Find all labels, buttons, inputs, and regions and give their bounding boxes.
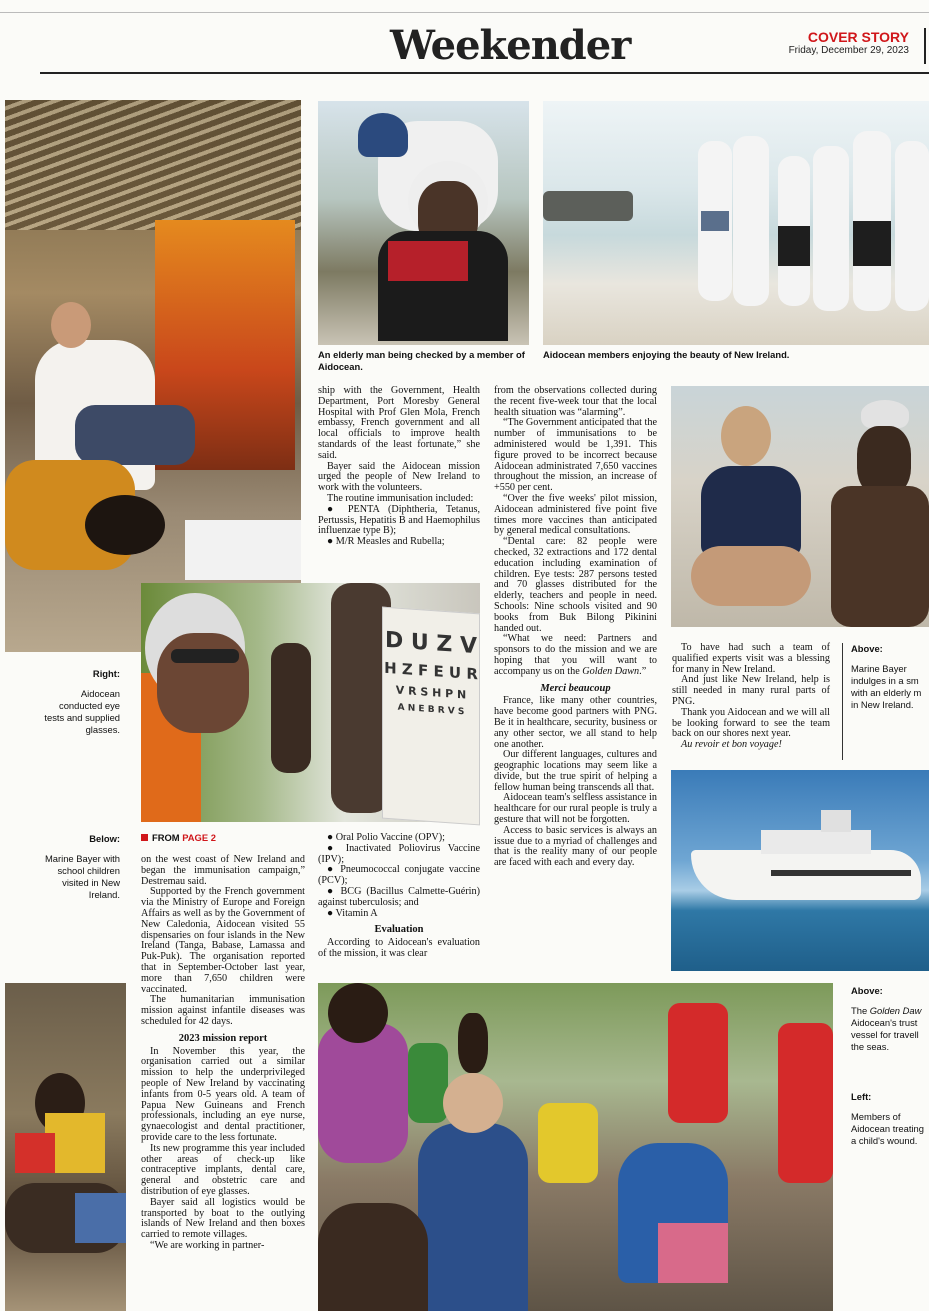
column-divider bbox=[842, 643, 843, 760]
sidebar-right bbox=[40, 668, 120, 736]
paragraph: Aidocean team's selfless assistance in healthcare for our rural people is truly a gesture that will not be forgotten. bbox=[494, 792, 657, 826]
paragraph: Access to basic services is always an issue due to a myriad of challenges and that is the reality many of our people are faced with each and every day. bbox=[494, 824, 657, 869]
paragraph: Bayer said the Aidocean mission urged the people of New Ireland to work with the volunteers. bbox=[318, 460, 480, 494]
paragraph: “We are working in partner- bbox=[150, 1239, 265, 1251]
caption-members-beach: Aidocean members enjoying the beauty of New Ireland. bbox=[543, 349, 790, 360]
article-column-1 bbox=[141, 855, 305, 1252]
sidebar-above-2-vessel: Golden Daw bbox=[869, 1005, 922, 1016]
sidebar-above-1-label: Above: bbox=[851, 643, 883, 654]
eye-chart-row: A N E B R V S bbox=[397, 702, 465, 718]
list-item: ● Pneumococcal conjugate vaccine (PCV); bbox=[318, 864, 480, 887]
list-item: ● PENTA (Diphtheria, Tetanus, Pertussis, Hepatitis B and Haemophilus influenzae type B); bbox=[318, 503, 480, 537]
paragraph: ship with the Government, Health Department, Port Moresby General Hospital with Prof Glen Mola, French embassy, French government and all local officials to improve health standards of the least fortunate,” she said. bbox=[318, 385, 480, 461]
paragraph: In November this year, the organisation carried out a similar mission to help the underprivileged people of New Ireland by vaccinating infants from 0-5 years old. A team of Papua New Guineans and French professionals, including an eye nurse, gynaecologist and dental practitioner, provide care to the less fortunate. bbox=[141, 1045, 305, 1143]
sidebar-above-1 bbox=[851, 643, 929, 711]
list-item: ● Vitamin A bbox=[327, 907, 378, 919]
paragraph: The humanitarian immunisation mission against infantile diseases was scheduled for 42 days. bbox=[141, 994, 305, 1027]
sidebar-above-2-label: Above: bbox=[851, 985, 883, 996]
paragraph: “Dental care: 82 people were checked, 32 extractions and 172 dental education including examination of children. Eye tests: 287 persons tested and 70 glasses distributed for the elderly, teachers and people in need. Schools: Nine schools visited and 90 books from Buk Bilong Pikinini handed out. bbox=[494, 536, 657, 634]
photo-treating-wound bbox=[318, 983, 833, 1311]
photo-school-children bbox=[5, 983, 126, 1311]
sidebar-below-label: Below: bbox=[89, 833, 120, 844]
article-column-2-bottom bbox=[318, 833, 480, 960]
photo-elderly-man bbox=[318, 101, 529, 345]
sidebar-above-2-text: The bbox=[851, 1005, 868, 1016]
eye-chart-row: H Z F E U R bbox=[384, 658, 478, 684]
from-page-marker[interactable] bbox=[141, 832, 216, 843]
paragraph: Its new programme this year included other areas of check-up like contraceptive implants, dental care, general and obstetric care and distribution of eye glasses. bbox=[141, 1142, 305, 1197]
article-column-4 bbox=[672, 643, 830, 751]
paragraph: France, like many other countries, have become good partners with PNG. Be it in healthcare, security, business or any other sector, we all stand to help one another. bbox=[494, 695, 657, 750]
paragraph: Thank you Aidocean and we will all be looking forward to see the team back on our shores next year. bbox=[672, 706, 830, 740]
sidebar-above-1-text: Marine Bayer indulges in a sm with an elderly m in New Ireland. bbox=[851, 663, 922, 710]
sidebar-right-label: Right: bbox=[92, 668, 120, 679]
paragraph: “The Government anticipated that the number of immunisations to be administered would be 1,391. This figure proved to be incorrect because Aidocean administrated 7,650 vaccines throughout the mission, an increase of +550 per cent. bbox=[494, 417, 657, 494]
list-item: ● BCG (Bacillus Calmette-Guérin) against tuberculosis; and bbox=[318, 885, 480, 908]
masthead: Weekender bbox=[390, 22, 631, 69]
photo-members-beach bbox=[543, 101, 929, 345]
article-column-2-top bbox=[318, 386, 480, 548]
caption-elderly-man: An elderly man being checked by a member of Aidocean. bbox=[318, 349, 525, 372]
photo-hut-checkup bbox=[5, 100, 301, 652]
subheading-evaluation: Evaluation bbox=[374, 924, 424, 936]
top-border bbox=[0, 12, 929, 13]
sidebar-left-label: Left: bbox=[851, 1091, 872, 1102]
section-label: COVER STORY bbox=[807, 29, 909, 45]
eye-chart bbox=[382, 607, 480, 826]
paragraph: According to Aidocean's evaluation of the mission, it was clear bbox=[318, 937, 480, 959]
from-page-link[interactable]: PAGE 2 bbox=[182, 832, 216, 843]
red-square-icon bbox=[141, 834, 148, 841]
from-label: FROM bbox=[152, 832, 180, 843]
subheading-mission-report: 2023 mission report bbox=[178, 1032, 268, 1044]
paragraph: “Over the five weeks' pilot mission, Aidocean administered five point five times more vaccines than anticipated by general medical consultations. bbox=[494, 492, 657, 537]
paragraph: Supported by the French government via the Ministry of Europe and Foreign Affairs as well as by the Government of New Caledonia, Aidocean visited 55 dispensaries on four islands in the New Ireland (Tanga, Babase, Lamassa and Puk-Puk). The organisation reported that in September-October last year, more than 7,650 children were vaccinated. bbox=[141, 886, 305, 995]
header-rule bbox=[40, 72, 929, 74]
sidebar-below bbox=[40, 833, 120, 901]
sidebar-below-text: Marine Bayer with school children visited in New Ireland. bbox=[44, 853, 120, 900]
vessel-name: Golden Dawn bbox=[582, 665, 640, 677]
issue-date: Friday, December 29, 2023 bbox=[788, 45, 909, 56]
paragraph: from the observations collected during the recent five-week tour that the local health situation was “alarming”. bbox=[494, 385, 657, 418]
paragraph: on the west coast of New Ireland and began the immunisation campaign,” Destremau said. bbox=[141, 854, 305, 887]
sidebar-right-text: Aidocean conducted eye tests and supplied glasses. bbox=[44, 688, 120, 735]
list-item: ● M/R Measles and Rubella; bbox=[327, 536, 445, 548]
sidebar-left-text: Members of Aidocean treating a child's wound. bbox=[851, 1111, 924, 1146]
signoff: Au revoir et bon voyage! bbox=[681, 739, 782, 751]
paragraph: The routine immunisation included: bbox=[327, 492, 474, 504]
eye-chart-row: D U Z V bbox=[384, 627, 478, 660]
paragraph: Our different languages, cultures and geographic locations may seem like a divide, but the true spirit of helping a fellow human being transcends all that. bbox=[494, 749, 657, 793]
sidebar-above-2 bbox=[851, 985, 929, 1053]
list-item: ● Oral Polio Vaccine (OPV); bbox=[327, 832, 446, 843]
sidebar-above-2-text-end: Aidocean's trust vessel for travell the seas. bbox=[851, 1017, 919, 1052]
header-divider bbox=[924, 28, 926, 64]
article-column-3 bbox=[494, 386, 657, 869]
paragraph: To have had such a team of qualified experts visit was a blessing for many in New Ireland. bbox=[672, 642, 830, 675]
paragraph: And just like New Ireland, help is still needed in many rural parts of PNG. bbox=[672, 674, 830, 707]
paragraph-end: .” bbox=[639, 665, 647, 677]
photo-marine-bayer-elderly bbox=[671, 386, 929, 627]
paragraph bbox=[494, 634, 657, 677]
paragraph: Bayer said all logistics would be transported by boat to the outlying islands of New Ireland and then boxes carried to remote villages. bbox=[141, 1196, 305, 1241]
paragraph-text: “What we need: Partners and sponsors to do the mission and we are hoping that you will want to accompany us on the bbox=[494, 633, 657, 677]
photo-golden-dawn bbox=[671, 770, 929, 971]
eye-chart-row: V R S H P N bbox=[395, 683, 467, 702]
list-item: ● Inactivated Poliovirus Vaccine (IPV); bbox=[318, 842, 480, 865]
subheading-merci: Merci beaucoup bbox=[540, 682, 611, 694]
sidebar-left bbox=[851, 1091, 929, 1147]
